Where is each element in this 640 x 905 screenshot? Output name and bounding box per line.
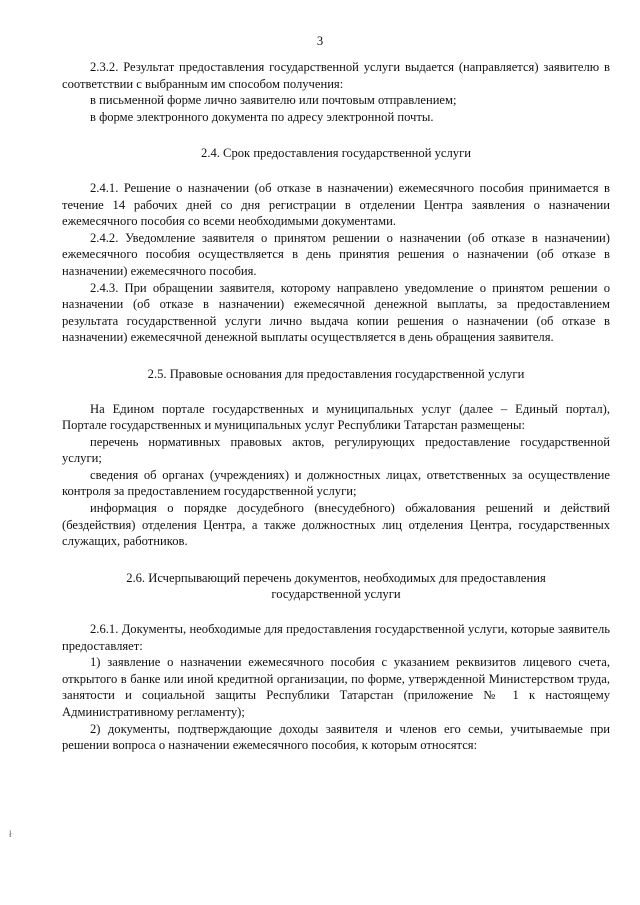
list-item-income-documents: 2) документы, подтверждающие доходы заявителя и членов его семьи, учитываемые при решении вопроса о назначении ежемесячного пособия, к которым относятся: — [62, 721, 610, 753]
section-heading-2-6-line1: 2.6. Исчерпывающий перечень документов, необходимых для предоставления — [126, 570, 546, 585]
paragraph-delivery-electronic: в форме электронного документа по адресу электронной почты. — [90, 109, 434, 124]
paragraph-2-4-3: 2.4.3. При обращении заявителя, которому направлено уведомление о принятом решении о назначении (об отказе в назначении) ежемесячной денежной выплаты, за предоставлением результата государственной услуги лично выдача копии решения о назначении (об отказе в назначении) ежемесячной денежной выплаты осуществляется в день обращения заявителя. — [62, 280, 610, 345]
paragraph-delivery-written: в письменной форме лично заявителю или почтовым отправлением; — [90, 93, 457, 108]
paragraph-legal-acts: перечень нормативных правовых актов, регулирующих предоставление государственной услуги; — [62, 434, 610, 466]
section-heading-2-5: 2.5. Правовые основания для предоставления государственной услуги — [147, 366, 525, 381]
paragraph-appeal-procedure: информация о порядке досудебного (внесудебного) обжалования решений и действий (бездействия) отделения Центра, а также должностных лиц отделения Центра, государственных служащих, работников. — [62, 501, 610, 549]
section-heading-2-6-line2: государственной услуги — [271, 587, 401, 602]
margin-mark: ł — [9, 829, 12, 839]
list-item-application: 1) заявление о назначении ежемесячного пособия с указанием реквизитов лицевого счета, открытого в банке или иной кредитной организации, по форме, утвержденной Министерством труда, занятости и социальной защиты Республики Татарстан (приложение № 1 к настоящему Административному регламенту); — [62, 655, 610, 719]
paragraph-control-bodies: сведения об органах (учреждениях) и должностных лицах, ответственных за осуществление контроля за предоставлением государственной услуги; — [62, 467, 610, 499]
page-number: 3 — [316, 34, 324, 48]
paragraph-2-4-1: 2.4.1. Решение о назначении (об отказе в назначении) ежемесячного пособия принимается в течение 14 рабочих дней со дня регистрации в отделении Центра заявления о назначении ежемесячного пособия со всеми необходимыми документами. — [62, 180, 610, 229]
paragraph-2-4-2: 2.4.2. Уведомление заявителя о принятом решении о назначении (об отказе в назначении) ежемесячного пособия осуществляется в день принятия решения о назначении (об отказе в назначении) ежемесячного пособия. — [62, 230, 610, 278]
paragraph-portal-intro: На Едином портале государственных и муниципальных услуг (далее – Единый портал), Портале государственных и муниципальных услуг Республики Татарстан размещены: — [62, 401, 610, 433]
section-heading-2-4: 2.4. Срок предоставления государственной услуги — [201, 146, 471, 161]
document-body — [62, 59, 610, 754]
paragraph-2-6-1: 2.6.1. Документы, необходимые для предоставления государственной услуги, которые заявитель предоставляет: — [62, 622, 610, 653]
paragraph-2-3-2: 2.3.2. Результат предоставления государственной услуги выдается (направляется) заявителю в соответствии с выбранным им способом получения: — [62, 60, 610, 91]
